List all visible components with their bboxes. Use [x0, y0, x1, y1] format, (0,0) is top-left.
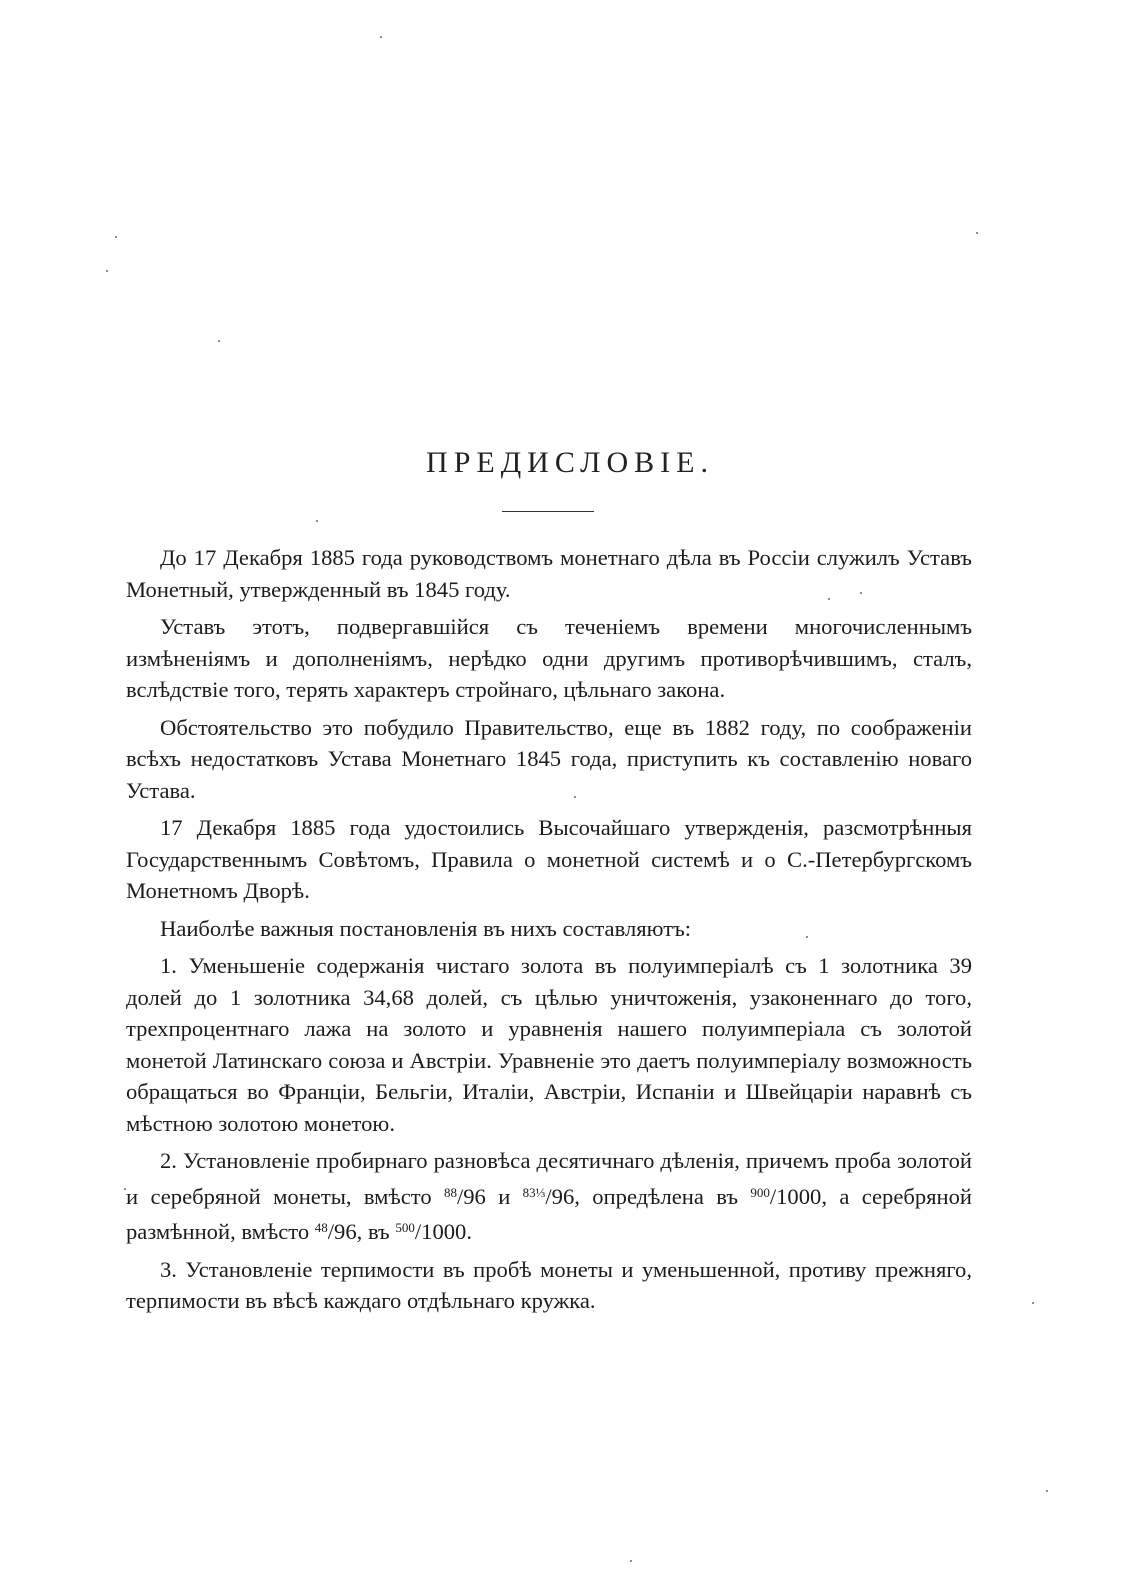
paragraph-3: Обстоятельство это побудило Правительство, еще въ 1882 году, по соображеніи всѣхъ недостатковъ Устава Монетнаго 1845 года, приступить къ составленію новаго Устава.: [126, 714, 972, 803]
page-title: ПРЕДИСЛОВІЕ.: [426, 446, 714, 479]
paragraph-1: До 17 Декабря 1885 года руководствомъ монетнаго дѣла въ Россіи служилъ Уставъ Монетный, утвержденный въ 1845 году.: [126, 545, 972, 602]
paragraph-6: 1. Уменьшеніе содержанія чистаго золота въ полуимперіалѣ съ 1 золотника 39 долей до 1 золотника 34,68 долей, съ цѣлью уничтоженія, узаконеннаго до того, трехпроцентнаго лажа на золото и уравненія нашего полуимперіала съ золотой монетой Латинскаго союза и Австріи. Уравненіе это даетъ полуимперіалу возможность обращаться во Франціи, Бельгіи, Италіи, Австріи, Испаніи и Швейцаріи наравнѣ съ мѣстною золотою монетою.: [126, 953, 972, 1136]
fraction-numerator: 88: [443, 1184, 457, 1200]
scan-speck: [106, 270, 108, 272]
fraction-denominator: /96: [456, 1183, 486, 1209]
fraction-48-96: [315, 1219, 357, 1244]
scan-speck: [630, 1560, 632, 1562]
fraction-denominator: /96: [545, 1183, 575, 1209]
scan-speck: [124, 1188, 126, 1190]
scan-speck: [976, 232, 978, 234]
scan-speck: [380, 36, 382, 38]
paragraph-7-text-2: и: [485, 1183, 523, 1209]
fraction-88-96: [444, 1184, 486, 1209]
scan-speck: [1046, 1490, 1048, 1492]
paragraph-7-text-4: , а серебряной размѣнной, вмѣсто: [126, 1183, 973, 1244]
fraction-denominator: /96: [327, 1219, 357, 1244]
paragraph-7-text-6: .: [466, 1219, 472, 1244]
scan-speck: [574, 796, 576, 798]
scan-speck: [806, 936, 808, 938]
paragraph-5: Наиболѣе важныя постановленія въ нихъ составляютъ:: [160, 915, 692, 941]
fraction-83-96: [523, 1184, 575, 1209]
paragraph-2: Уставъ этотъ, подвергавшійся съ теченіемъ времени многочисленнымъ измѣненіямъ и дополненіямъ, нерѣдко одни другимъ противорѣчившимъ, сталъ, вслѣдствіе того, терять характеръ стройнаго, цѣльнаго закона.: [126, 614, 972, 702]
paragraph-7-text-5: , въ: [356, 1219, 396, 1244]
paragraph-7-text-3: , опредѣлена въ: [574, 1183, 751, 1209]
fraction-numerator: 83⅓: [522, 1184, 546, 1200]
fraction-900-1000: [750, 1184, 821, 1209]
paragraph-7: [126, 1145, 972, 1248]
scan-speck: [115, 236, 117, 238]
scan-speck: [316, 520, 318, 522]
paragraph-4: 17 Декабря 1885 года удостоились Высочайшаго утвержденія, разсмотрѣнныя Государственнымъ Совѣтомъ, Правила о монетной системѣ и о С.-Петербургскомъ Монетномъ Дворѣ.: [126, 815, 972, 903]
fraction-numerator: 500: [395, 1220, 415, 1235]
fraction-numerator: 900: [750, 1184, 770, 1200]
body-text: [126, 542, 972, 1317]
fraction-denominator: /1000: [414, 1219, 467, 1244]
fraction-numerator: 48: [314, 1220, 328, 1235]
scan-speck: [1032, 1302, 1034, 1304]
paragraph-7-text-1: 2. Установленіе пробирнаго разновѣса десятичнаго дѣленія, причемъ проба золотой и серебряной монеты, вмѣсто: [126, 1148, 972, 1209]
fraction-denominator: /1000: [769, 1183, 822, 1209]
fraction-500-1000: [395, 1219, 466, 1244]
title-divider: [502, 511, 594, 512]
paragraph-8: 3. Установленіе терпимости въ пробѣ монеты и уменьшенной, противу прежняго, терпимости въ вѣсѣ каждаго отдѣльнаго кружка.: [126, 1256, 972, 1313]
scan-speck: [828, 598, 830, 600]
scan-speck: [218, 340, 220, 342]
scan-speck: [860, 592, 862, 594]
